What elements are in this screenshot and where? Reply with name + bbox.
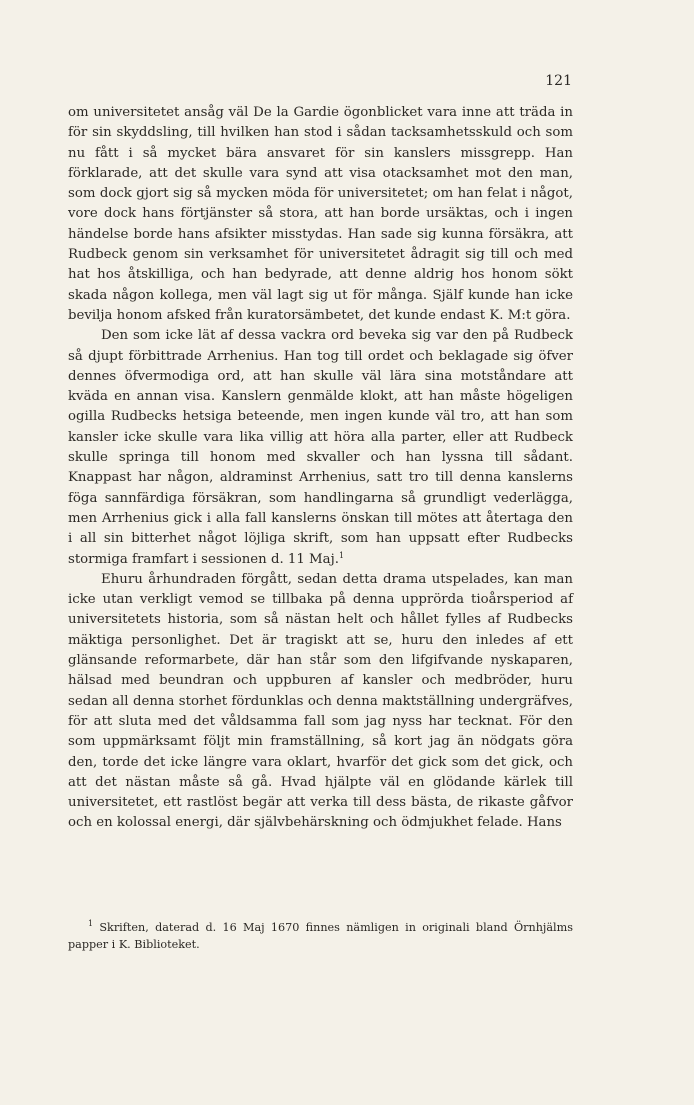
paragraph xyxy=(68,326,573,570)
paragraph: om universitetet ansåg väl De la Gardie ögonblicket vara inne att träda in för sin skyddsling, till hvilken han stod i sådan tacksamhetsskuld och som nu fått i så mycket bära ansvaret för sin kanslers missgrepp. Han förklarade, att det skulle vara synd att visa otacksamhet mot den man, som dock gjort sig så mycken möda för universitetet; om han felat i något, vore dock hans förtjänster så stora, att han borde ursäktas, och i ingen händelse borde hans afsikter misstydas. Han sade sig kunna försäkra, att Rudbeck genom sin verksamhet för universitetet ådragit sig till och med hat hos åtskilliga, och han bedyrade, att denne aldrig hos honom sökt skada någon kollega, men väl lagt sig ut för många. Själf kunde han icke bevilja honom afsked från kuratorsämbetet, det kunde endast K. M:t göra. xyxy=(68,105,573,323)
footnote xyxy=(68,919,573,953)
footnote-reference: 1 xyxy=(338,550,345,560)
paragraph-text: Den som icke lät af dessa vackra ord beveka sig var den på Rudbeck så djupt förbittrade Arrhenius. Han tog till ordet och beklagade sig öfver dennes öfvermodiga ord, att han skulle väl lära sina motståndare att kväda en annan visa. Kanslern genmälde klokt, att han måste högeligen ogilla Rudbecks hetsiga beteende, men ingen kunde väl tro, att han som kansler icke skulle vara lika villig att höra alla parter, eller att Rudbeck skulle springa till honom med skvaller och han lyssna till sådant. Knappast har någon, aldraminst Arrhenius, satt tro till denna kanslerns föga sannfärdiga försäkran, som handlingarna så grundligt vederlägga, men Arrhenius gick i alla fall kanslerns önskan till mötes att återtaga den i all sin bitterhet något löjliga skrift, som han uppsatt efter Rudbecks stormiga framfart i sessionen d. 11 Maj. xyxy=(68,328,573,567)
body-text xyxy=(68,103,573,834)
paragraph: Ehuru århundraden förgått, sedan detta drama utspelades, kan man icke utan verkligt vemod se tillbaka på denna upprörda tioårsperiod af universitetets historia, som så nästan helt och hållet fylles af Rudbecks mäktiga personlighet. Det är tragiskt att se, huru den inledes af ett glänsande reformarbete, där han står som den lifgifvande nyskaparen, hälsad med beundran och uppburen af kansler och medbröder, huru sedan all denna storhet fördunklas och denna maktställning undergräfves, för att sluta med det våldsamma fall som jag nyss har tecknat. För den som uppmärksamt följt min framställning, så kort jag än nödgats göra den, torde det icke längre vara oklart, hvarför det gick som det gick, och att det nästan måste så gå. Hvad hjälpte väl en glödande kärlek till universitetet, ett rastlöst begär att verka till dess bästa, de rikaste gåfvor och en kolossal energi, där självbehärskning och ödmjukhet felade. Hans xyxy=(68,571,573,831)
page-number: 121 xyxy=(545,73,572,89)
footnote-marker: 1 xyxy=(88,919,94,928)
footnote-text: Skriften, daterad d. 16 Maj 1670 finnes nämligen in originali bland Örnhjälms papper i K. Biblioteket. xyxy=(68,921,573,951)
